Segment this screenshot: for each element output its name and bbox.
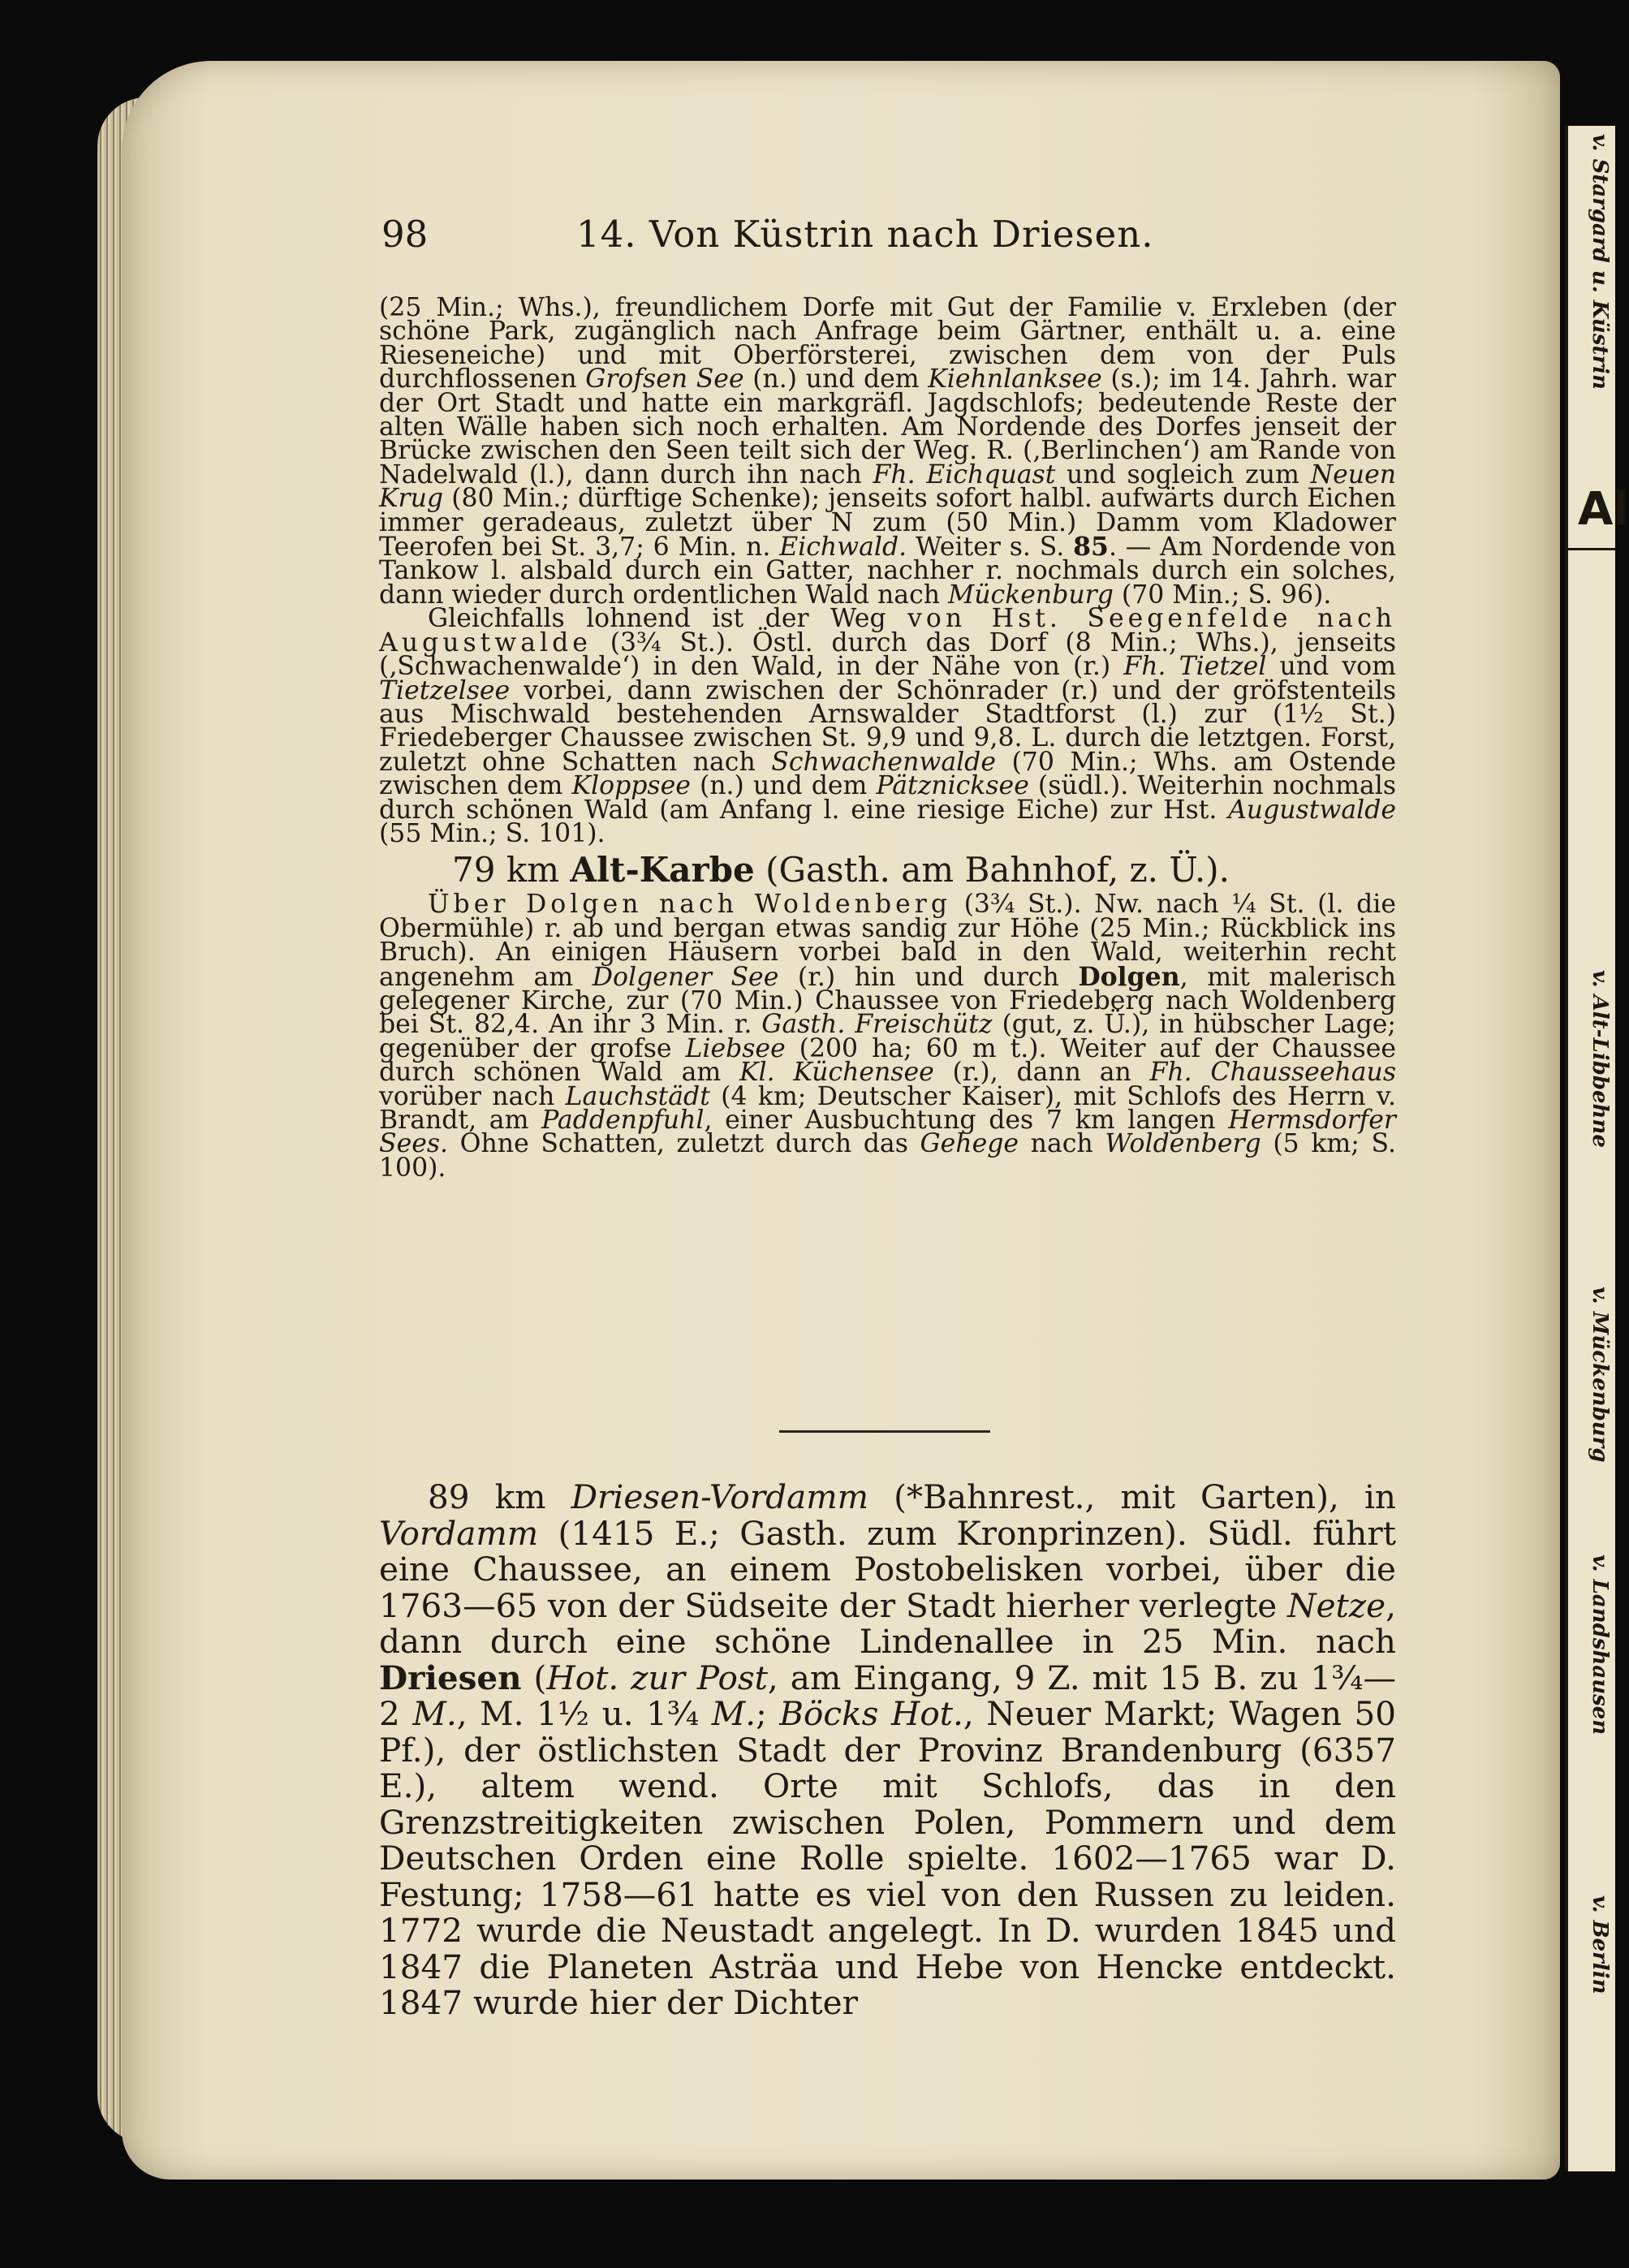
- station-heading-alt-karbe: 79 km Alt-Karbe (Gasth. am Bahnhof, z. Ü.).: [452, 850, 1230, 890]
- small-print-section: [379, 293, 1396, 1183]
- margin-label-alt-libbehne: v. Alt-Libbehne: [1588, 970, 1612, 1148]
- paragraph-driesen: 89 km Driesen-Vordamm (*Bahnrest., mit Garten), in Vordamm (1415 E.; Gasth. zum Kronprinzen). Südl. führt eine Chaussee, an einem Postobelisken vorbei, über die 1763—65 von der Südseite der Stadt hierher verlegte Netze, dann durch eine schöne Lindenallee in 25 Min. nach Driesen (Hot. zur Post, am Eingang, 9 Z. mit 15 B. zu 1¾—2 M., M. 1½ u. 1¾ M.; Böcks Hot., Neuer Markt; Wagen 50 Pf.), der östlichsten Stadt der Provinz Brandenburg (6357 E.), altem wend. Orte mit Schlofs, das in den Grenzstreitigkeiten zwischen Polen, Pommern und dem Deutschen Orden eine Rolle spielte. 1602—1765 war D. Festung; 1758—61 hatte es viel von den Russen zu leiden. 1772 wurde die Neustadt angelegt. In D. wurden 1845 und 1847 die Planeten Asträa und Hebe von Hencke entdeckt. 1847 wurde hier der Dichter: [379, 1477, 1396, 2022]
- running-head: [381, 213, 1396, 261]
- margin-partial-letters: Al: [1578, 483, 1629, 536]
- paragraph-seegenfelde-route: Gleichfalls lohnend ist der Weg von Hst. Seegenfelde nach Augustwalde (3¾ St.). Östl. durch das Dorf (8 Min.; Whs.), jenseits (‚Schwachenwalde‘) in den Wald, in der Nähe von (r.) Fh. Tietzel und vom Tietzelsee vorbei, dann zwischen der Schönrader (r.) und der gröfstenteils aus Mischwald bestehenden Arnswalder Stadtforst (l.) zur (1½ St.) Friedeberger Chaussee zwischen St. 9,9 und 9,8. L. durch die letztgen. Forst, zuletzt ohne Schatten nach Schwachenwalde (70 Min.; Whs. am Ostende zwischen dem Kloppsee (n.) und dem Pätznicksee (südl.). Weiterhin nochmals durch schönen Wald (am Anfang l. eine riesige Eiche) zur Hst. Augustwalde (55 Min.; S. 101).: [379, 604, 1396, 848]
- margin-label-landshausen: v. Landshausen: [1588, 1554, 1612, 1735]
- margin-label-berlin: v. Berlin: [1588, 1895, 1612, 1994]
- margin-label-stargard: v. Stargard u. Küstrin: [1588, 134, 1612, 390]
- map-margin-strip: [1565, 126, 1629, 2171]
- paragraph-route-continuation: (25 Min.; Whs.), freundlichem Dorfe mit Gut der Familie v. Erxleben (der schöne Park, zugänglich nach Anfrage beim Gärtner, enthält u. a. eine Rieseneiche) und mit Oberförsterei, zwischen dem von der Puls durchflossenen Grofsen See (n.) und dem Kiehnlanksee (s.); im 14. Jahrh. war der Ort Stadt und hatte ein markgräfl. Jagdschlofs; bedeutende Reste der alten Wälle haben sich noch erhalten. Am Nordende des Dorfes jenseit der Brücke zwischen den Seen teilt sich der Weg. R. (‚Berlinchen‘) am Rande von Nadelwald (l.), dann durch ihn nach Fh. Eichquast und sogleich zum Neuen Krug (80 Min.; dürftige Schenke); jenseits sofort halbl. aufwärts durch Eichen immer geradeaus, zuletzt über N zum (50 Min.) Damm vom Kladower Teerofen bei St. 3,7; 6 Min. n. Eichwald. Weiter s. S. 85. — Am Nordende von Tankow l. alsbald durch ein Gatter, nachher r. nochmals durch ein solches, dann wieder durch ordentlichen Wald nach Mückenburg (70 Min.; S. 96).: [379, 293, 1396, 610]
- margin-tick: [1568, 548, 1615, 550]
- margin-label-mueckenburg: v. Mückenburg: [1588, 1287, 1612, 1463]
- margin-border-line: [1565, 126, 1568, 2171]
- section-divider: [779, 1430, 990, 1433]
- paragraph-dolgen-route: Über Dolgen nach Woldenberg (3¾ St.). Nw. nach ¼ St. (l. die Obermühle) r. ab und bergan etwas sandig zur Höhe (25 Min.; Rückblick ins Bruch). An einigen Häusern vorbei bald in den Wald, weiterhin recht angenehm am Dolgener See (r.) hin und durch Dolgen, mit malerisch gelegener Kirche, zur (70 Min.) Chaussee von Friedeberg nach Woldenberg bei St. 82,4. An ihr 3 Min. r. Gasth. Freischütz (gut, z. Ü.), in hübscher Lage; gegenüber der grofse Liebsee (200 ha; 60 m t.). Weiter auf der Chaussee durch schönen Wald am Kl. Küchensee (r.), dann an Fh. Chausseehaus vorüber nach Lauchstädt (4 km; Deutscher Kaiser), mit Schlofs des Herrn v. Brandt, am Paddenpfuhl, einer Ausbuchtung des 7 km langen Hermsdorfer Sees. Ohne Schatten, zuletzt durch das Gehege nach Woldenberg (5 km; S. 100).: [379, 890, 1396, 1183]
- page-number: 98: [381, 213, 429, 256]
- chapter-title: 14. Von Küstrin nach Driesen.: [576, 213, 1154, 256]
- large-print-section: [379, 1479, 1396, 2021]
